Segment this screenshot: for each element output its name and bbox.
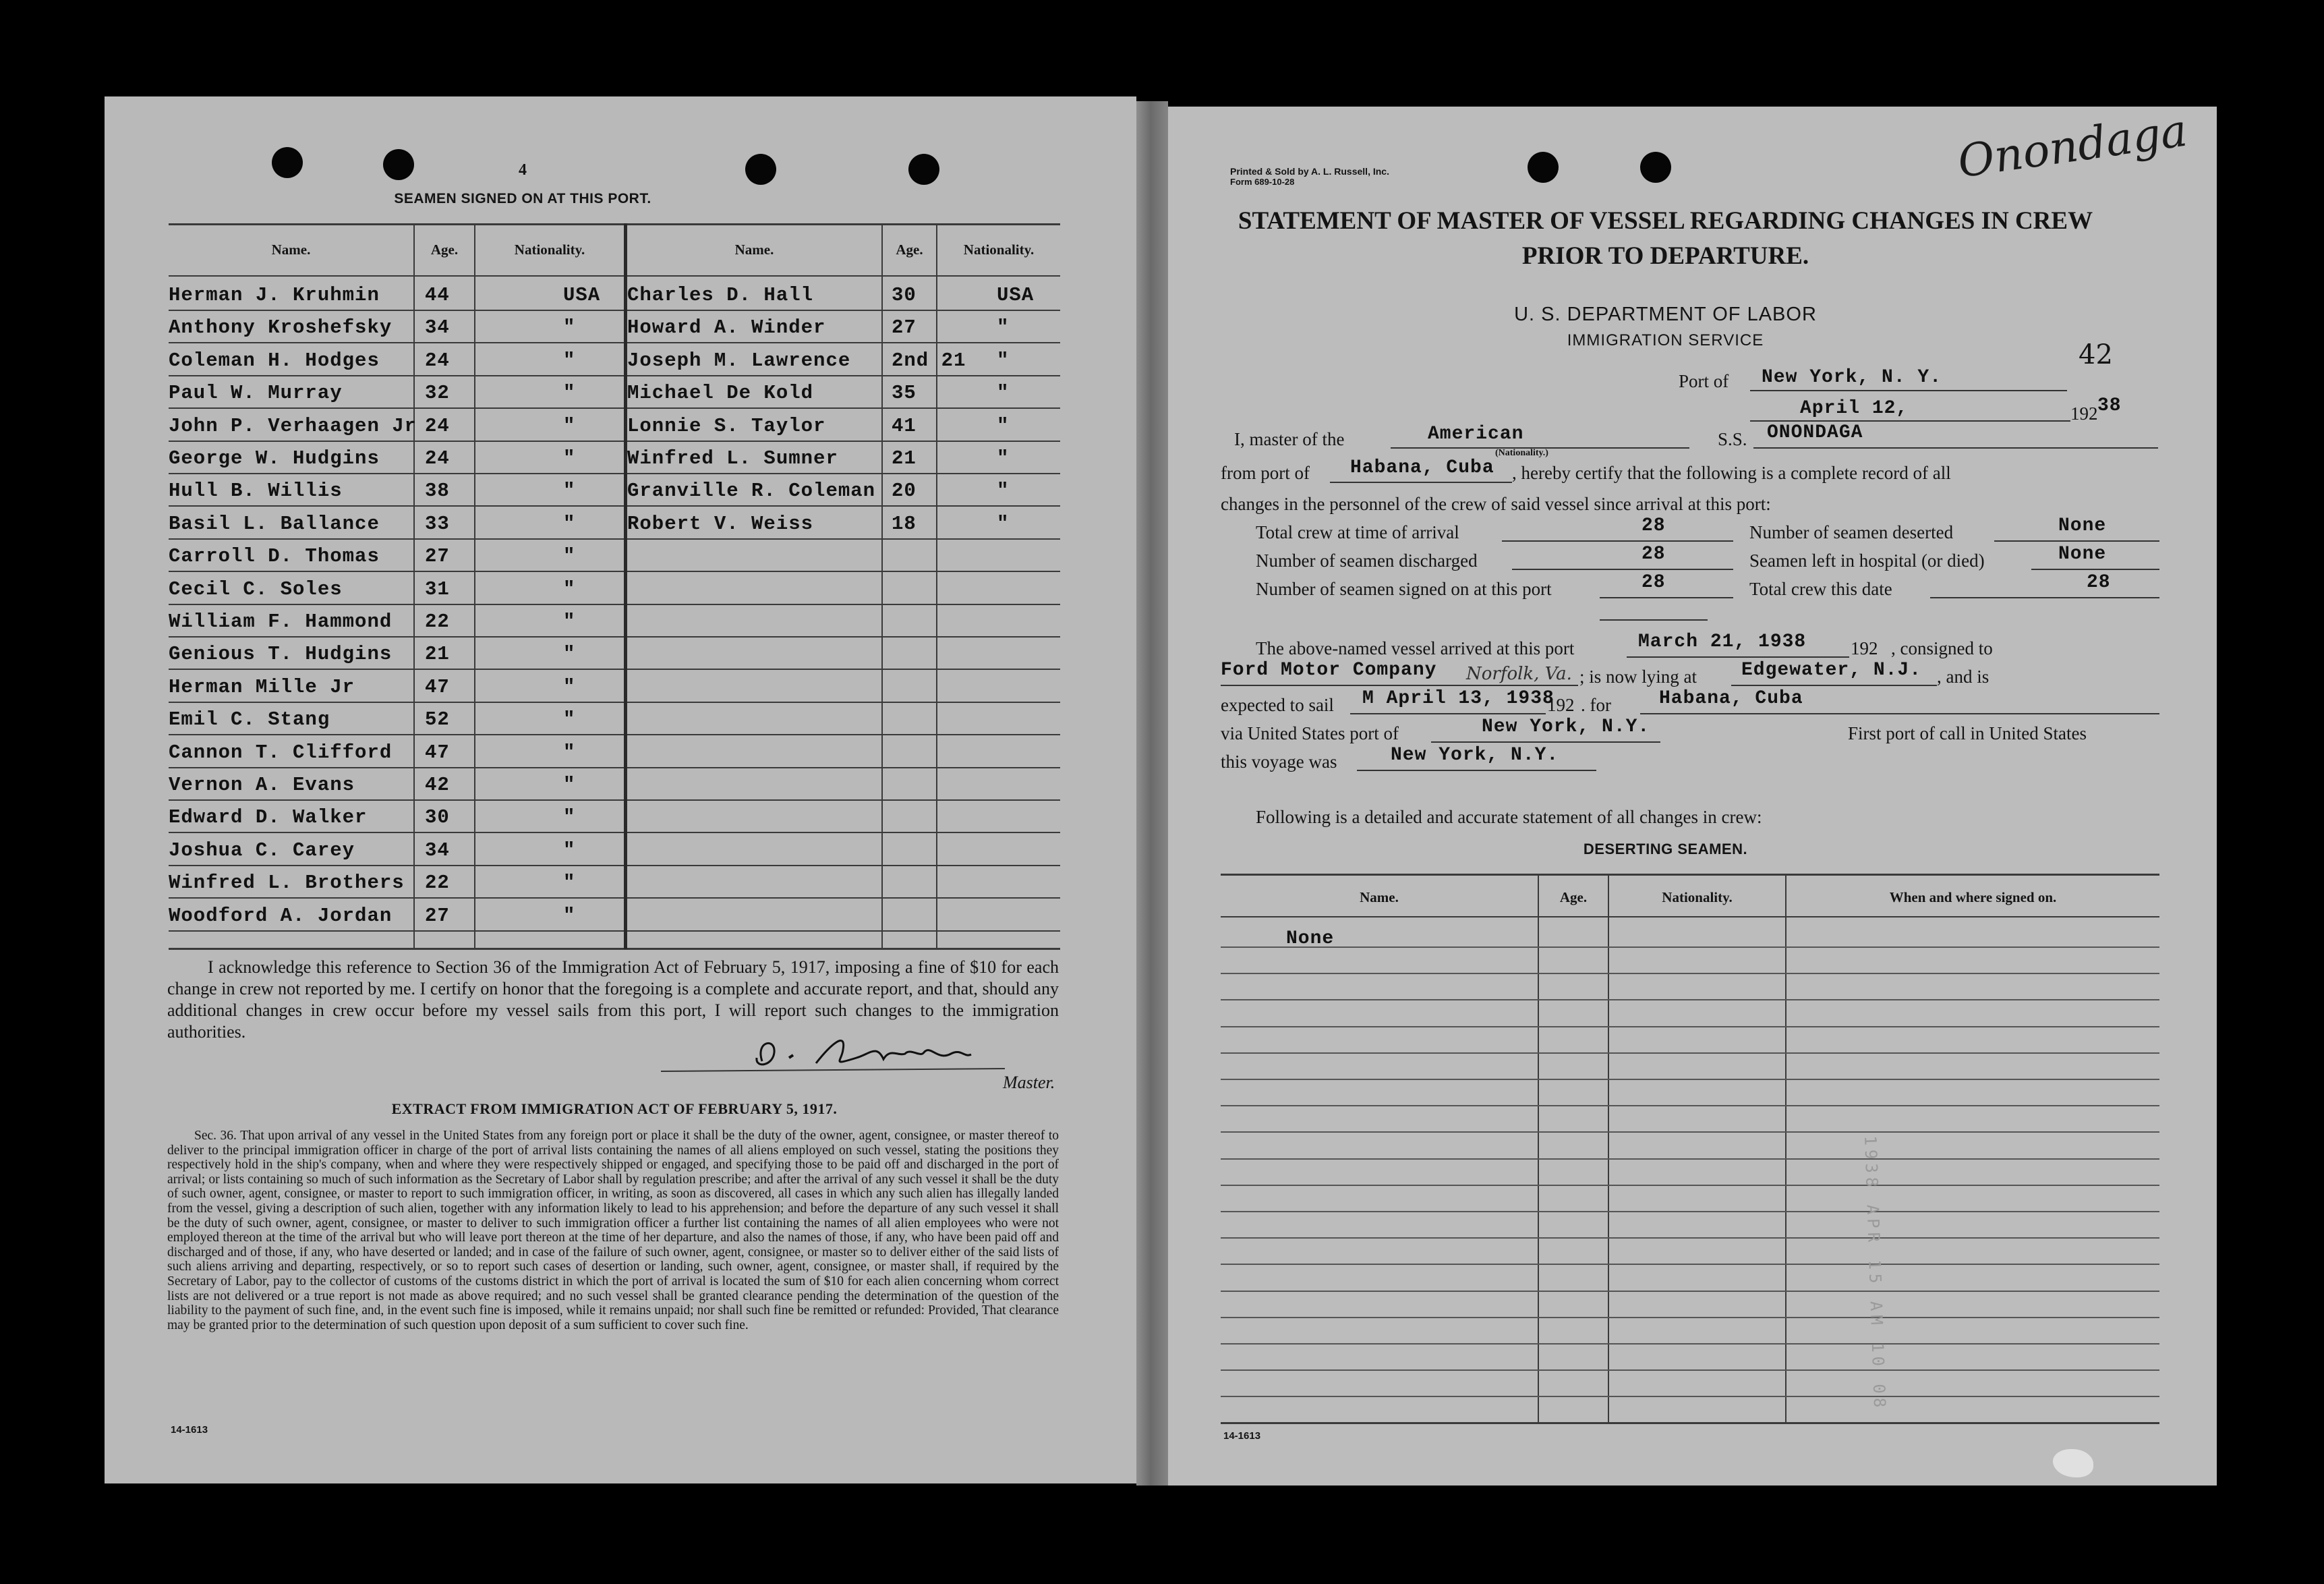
empty-row xyxy=(627,571,1060,605)
printer-credit: Printed & Sold by A. L. Russell, Inc. xyxy=(1230,166,1389,177)
crew-name: George W. Hudgins xyxy=(169,447,380,470)
crew-nat: " xyxy=(997,382,1010,405)
crew-age: 24 xyxy=(425,349,450,372)
nationality-value: American xyxy=(1428,424,1524,445)
empty-row xyxy=(627,898,1060,932)
rule xyxy=(1731,685,1937,686)
rule xyxy=(1512,569,1733,570)
arrived-value: March 21, 1938 xyxy=(1638,631,1807,652)
crew-name: Basil L. Ballance xyxy=(169,512,380,535)
crew-row xyxy=(169,343,624,376)
crew-row xyxy=(169,571,624,605)
service: IMMIGRATION SERVICE xyxy=(1567,331,1764,349)
crew-nat: " xyxy=(997,316,1010,339)
col-header-name: Name. xyxy=(734,242,774,258)
crew-age: 35 xyxy=(892,382,917,405)
arrived-label: The above-named vessel arrived at this port xyxy=(1256,638,1575,658)
form-subtitle: PRIOR TO DEPARTURE. xyxy=(1521,242,1809,270)
col-header-nationality: Nationality. xyxy=(514,242,585,258)
voyage-label: this voyage was xyxy=(1221,752,1337,772)
voyage-value: New York, N.Y. xyxy=(1391,745,1559,766)
crew-age: 32 xyxy=(425,382,450,405)
rule xyxy=(1627,656,1849,658)
crew-nat: " xyxy=(563,447,576,470)
crew-row xyxy=(169,767,624,801)
crew-name: Herman Mille Jr xyxy=(169,675,355,698)
empty-row xyxy=(627,538,1060,572)
crew-name: Anthony Kroshefsky xyxy=(169,316,393,339)
table-row xyxy=(1221,1158,2159,1160)
crew-row xyxy=(627,277,1060,311)
crew-name: Woodford A. Jordan xyxy=(169,904,393,927)
crew-name: Cannon T. Clifford xyxy=(169,741,393,764)
crew-row xyxy=(169,310,624,343)
crew-age: 22 xyxy=(425,872,450,895)
table-header-rule xyxy=(1221,916,2159,917)
port-value: New York, N. Y. xyxy=(1762,367,1942,388)
table-row xyxy=(1221,1052,2159,1054)
crew-name: William F. Hammond xyxy=(169,611,393,633)
crew-age: 2nd 21 xyxy=(892,349,966,372)
ship-name: ONONDAGA xyxy=(1767,422,1863,443)
rule xyxy=(1753,447,2158,449)
crew-nat: " xyxy=(997,349,1010,372)
total-crew-arrival-label: Total crew at time of arrival xyxy=(1256,522,1459,542)
rule xyxy=(1930,597,2159,598)
crew-age: 42 xyxy=(425,774,450,796)
crew-row xyxy=(169,604,624,638)
table-top-rule xyxy=(1221,874,2159,876)
sail-value: M April 13, 1938 xyxy=(1362,688,1555,709)
crew-age: 33 xyxy=(425,512,450,535)
crew-name: Cecil C. Soles xyxy=(169,577,343,600)
lying-label: ; is now lying at xyxy=(1579,667,1697,687)
crew-name: Joseph M. Lawrence xyxy=(627,349,851,372)
crew-age: 30 xyxy=(425,806,450,829)
crew-name: Charles D. Hall xyxy=(627,284,814,306)
page-mark: 42 xyxy=(2079,339,2113,370)
col-divider xyxy=(1785,874,1786,1423)
crew-nat: " xyxy=(563,349,576,372)
crew-nat: " xyxy=(563,382,576,405)
crew-nat: " xyxy=(997,512,1010,535)
crew-age: 31 xyxy=(425,577,450,600)
table-row xyxy=(1221,1237,2159,1239)
crew-age: 18 xyxy=(892,512,917,535)
discharged-value: 28 xyxy=(1642,544,1666,565)
col-header-nationality: Nationality. xyxy=(963,242,1035,258)
discharged-label: Number of seamen discharged xyxy=(1256,550,1478,571)
crew-age: 41 xyxy=(892,414,917,437)
table-row xyxy=(1221,1343,2159,1345)
crew-row xyxy=(627,441,1060,474)
crew-name: Lonnie S. Taylor xyxy=(627,414,826,437)
rule xyxy=(1600,597,1733,598)
rule xyxy=(1750,420,2070,422)
crew-name: Winfred L. Sumner xyxy=(627,447,838,470)
empty-row xyxy=(627,636,1060,670)
empty-row xyxy=(627,865,1060,899)
consigned-label: , consigned to xyxy=(1891,638,1993,658)
col-header-name: Name. xyxy=(1360,889,1399,905)
table-row xyxy=(1221,1026,2159,1027)
crew-nat: " xyxy=(997,447,1010,470)
year-prefix: 192 xyxy=(2070,403,2098,424)
crew-age: 52 xyxy=(425,708,450,731)
consignee-value: Ford Motor Company xyxy=(1221,660,1437,681)
crew-name: Winfred L. Brothers xyxy=(169,872,405,895)
crew-age: 47 xyxy=(425,741,450,764)
crew-nat: " xyxy=(563,872,576,895)
master-label: Master. xyxy=(1003,1073,1055,1092)
crew-nat: USA xyxy=(997,284,1035,306)
rule xyxy=(1431,741,1660,743)
form-number: Form 689-10-28 xyxy=(1230,177,1295,187)
crew-nat: " xyxy=(563,545,576,568)
crew-name: Vernon A. Evans xyxy=(169,774,355,796)
crew-nat: " xyxy=(563,480,576,503)
crew-row xyxy=(627,343,1060,376)
crew-name: Edward D. Walker xyxy=(169,806,368,829)
punch-hole xyxy=(1640,152,1671,183)
table-row xyxy=(1221,1291,2159,1292)
signed-on-value: 28 xyxy=(1642,572,1666,593)
crew-nat: USA xyxy=(563,284,601,306)
crew-name: Robert V. Weiss xyxy=(627,512,814,535)
from-port-label: from port of xyxy=(1221,463,1310,483)
crew-row xyxy=(169,408,624,442)
for-label: . for xyxy=(1581,695,1611,715)
crew-age: 21 xyxy=(892,447,917,470)
empty-row xyxy=(627,735,1060,768)
ss-label: S.S. xyxy=(1718,429,1747,449)
rule xyxy=(1600,619,1708,621)
acknowledgement-text: I acknowledge this reference to Section 36 of the Immigration Act of February 5, 1917, imposing a fine of $10 for each change in crew not reported by me. I certify on honor that the foregoing is a complete and accurate report, and that, should any additional changes in crew occur before my vessel sails from this port, I will report such changes to the immigration authorities. xyxy=(167,957,1059,1042)
crew-name: Paul W. Murray xyxy=(169,382,343,405)
empty-row xyxy=(627,669,1060,703)
crew-age: 21 xyxy=(425,643,450,666)
rule xyxy=(1357,770,1596,771)
left-page xyxy=(105,96,1136,1483)
crew-name: Herman J. Kruhmin xyxy=(169,284,380,306)
crew-name: Hull B. Willis xyxy=(169,480,343,503)
crew-age: 47 xyxy=(425,675,450,698)
extract-body: Sec. 36. That upon arrival of any vessel in the United States from any foreign port or place it shall be the duty of the owner, agent, consignee, or master thereof to deliver to the principal immigration officer in charge of the port of arrival lists containing the names of all aliens employed on such vessel, stating the positions they respectively hold in the ship's company, when and where they were respectively shipped or engaged, and specifying those to be paid off and discharged in the port of arrival; or lists containing so much of such information as the Secretary of Labor shall by regulation prescribe; and after the arrival of any such vessel it shall be the duty of such owner, agent, consignee, or master to report to such immigration officer, in writing, as soon as discovered, all cases in which any such alien has illegally landed from the vessel, giving a description of such alien, together with any information likely to lead to his apprehension; and before the departure of any such vessel it shall be the duty of such owner, agent, consignee, or master to deliver to such immigration officer a further list containing the names of all alien employees who were not employed thereon at the time of the arrival but who will leave port thereon at the time of her departure, and also the names of those, if any, who have been paid off and discharged and of those, if any, who have deserted or landed; and in case of the failure of such owner, agent, consignee, or master so to deliver either of the said lists of such aliens arriving and departing, respectively, or so to report such cases of desertion or landing, such owner, agent, consignee, or master shall, if required by the Secretary of Labor, pay to the collector of customs of the customs district in which the port of arrival is located the sum of $10 for each alien concerning whom correct lists are not delivered or a true report is not made as above required; and no such vessel shall be granted clearance pending the determination of the question of the liability to the payment of such fine, and, in the event such fine is imposed, while it remains unpaid; nor shall such fine be remitted or refunded: Provided, That clearance may be granted prior to the determination of such question upon deposit of a sum sufficient to cover such fine. xyxy=(167,1129,1059,1332)
crew-row xyxy=(169,832,624,866)
hospital-value: None xyxy=(2058,544,2107,565)
form-code: 14-1613 xyxy=(171,1424,208,1436)
col-header-age: Age. xyxy=(896,242,923,258)
crew-nat: " xyxy=(563,708,576,731)
deserting-none-entry: None xyxy=(1286,928,1335,949)
table-row xyxy=(1221,1369,2159,1371)
crew-name: John P. Verhaagen Jr xyxy=(169,414,417,437)
extract-title: EXTRACT FROM IMMIGRATION ACT OF FEBRUARY 5, 1917. xyxy=(391,1100,838,1117)
crew-row xyxy=(169,898,624,932)
rule xyxy=(1994,540,2159,542)
crew-nat: " xyxy=(563,675,576,698)
following-text: Following is a detailed and accurate statement of all changes in crew: xyxy=(1256,807,1762,827)
deserting-title: DESERTING SEAMEN. xyxy=(1583,841,1748,857)
form-code: 14-1613 xyxy=(1223,1430,1261,1442)
table-row xyxy=(1221,1079,2159,1080)
crew-name: Granville R. Coleman xyxy=(627,480,876,503)
deserted-label: Number of seamen deserted xyxy=(1749,522,1954,542)
first-port-label: First port of call in United States xyxy=(1848,723,2087,743)
certify-text: , hereby certify that the following is a complete record of all xyxy=(1512,463,1951,483)
crew-nat: " xyxy=(563,414,576,437)
crew-name: Coleman H. Hodges xyxy=(169,349,380,372)
crew-name: Michael De Kold xyxy=(627,382,814,405)
from-port-value: Habana, Cuba xyxy=(1350,457,1494,478)
crew-row xyxy=(169,538,624,572)
crew-age: 34 xyxy=(425,839,450,861)
deserted-value: None xyxy=(2058,515,2107,536)
department: U. S. DEPARTMENT OF LABOR xyxy=(1514,304,1817,325)
crew-name: Joshua C. Carey xyxy=(169,839,355,861)
crew-row xyxy=(169,277,624,311)
master-signature xyxy=(654,1024,1012,1078)
col-divider xyxy=(1538,874,1539,1423)
crew-row xyxy=(169,669,624,703)
col-divider xyxy=(1608,874,1609,1423)
crew-row xyxy=(627,506,1060,540)
crew-nat: " xyxy=(563,774,576,796)
page-number: 4 xyxy=(519,161,527,179)
crew-age: 34 xyxy=(425,316,450,339)
crew-age: 24 xyxy=(425,447,450,470)
crew-age: 27 xyxy=(892,316,917,339)
crew-nat: " xyxy=(997,414,1010,437)
nationality-caption: (Nationality.) xyxy=(1495,448,1548,458)
crew-age: 22 xyxy=(425,611,450,633)
expected-label: expected to sail xyxy=(1221,695,1334,715)
col-header-signed-on: When and where signed on. xyxy=(1889,889,2057,905)
port-label: Port of xyxy=(1679,371,1729,391)
crew-row xyxy=(627,473,1060,507)
empty-row xyxy=(627,799,1060,833)
master-of-label: I, master of the xyxy=(1234,429,1345,449)
rule xyxy=(1750,390,2067,391)
rule xyxy=(1330,482,1512,483)
col-header-name: Name. xyxy=(271,242,311,258)
via-label: via United States port of xyxy=(1221,723,1399,743)
crew-nat: " xyxy=(563,577,576,600)
rule xyxy=(1640,713,2159,714)
table-row xyxy=(1221,1131,2159,1133)
crew-name: Howard A. Winder xyxy=(627,316,826,339)
table-bottom-rule xyxy=(1221,1422,2159,1424)
and-is-label: , and is xyxy=(1937,667,1989,687)
table-row xyxy=(1221,1264,2159,1265)
crew-age: 30 xyxy=(892,284,917,306)
rule xyxy=(1221,685,1578,686)
year-value: 38 xyxy=(2097,395,2122,416)
crew-name: Genious T. Hudgins xyxy=(169,643,393,666)
hospital-label: Seamen left in hospital (or died) xyxy=(1749,550,1985,571)
rule xyxy=(2031,569,2159,570)
crew-nat: " xyxy=(563,512,576,535)
paper-damage-spot xyxy=(2053,1449,2093,1477)
col-header-age: Age. xyxy=(430,242,459,258)
table-row xyxy=(1221,1185,2159,1186)
total-crew-arrival-value: 28 xyxy=(1642,515,1666,536)
col-header-age: Age. xyxy=(1559,889,1588,905)
lying-value: Edgewater, N.J. xyxy=(1741,660,1922,681)
crew-age: 44 xyxy=(425,284,450,306)
table-row xyxy=(1221,1396,2159,1397)
total-crew-value: 28 xyxy=(2087,572,2111,593)
arrived-year-prefix: 192 xyxy=(1851,638,1878,658)
crew-nat: " xyxy=(563,316,576,339)
rule xyxy=(1350,713,1546,714)
signed-on-label: Number of seamen signed on at this port xyxy=(1256,579,1552,599)
destination-value: Habana, Cuba xyxy=(1659,688,1803,709)
date-stamp: 1938 APR 15 AM 10 08 xyxy=(1861,1135,1890,1412)
crew-age: 20 xyxy=(892,480,917,503)
table-row xyxy=(1221,1211,2159,1212)
crew-row xyxy=(169,506,624,540)
col-header-nationality: Nationality. xyxy=(1662,889,1733,905)
crew-nat: " xyxy=(563,741,576,764)
rule xyxy=(1502,540,1733,542)
table-row xyxy=(1221,946,2159,948)
right-page xyxy=(1168,104,2217,1486)
crew-nat: " xyxy=(563,839,576,861)
section-title: SEAMEN SIGNED ON AT THIS PORT. xyxy=(394,191,651,206)
crew-age: 27 xyxy=(425,545,450,568)
crew-age: 27 xyxy=(425,904,450,927)
form-title: STATEMENT OF MASTER OF VESSEL REGARDING CHANGES IN CREW xyxy=(1238,207,2093,235)
table-row xyxy=(1221,1105,2159,1106)
crew-row xyxy=(169,441,624,474)
crew-row xyxy=(627,375,1060,409)
crew-row xyxy=(627,310,1060,343)
date-value: April 12, xyxy=(1800,398,1909,419)
changes-text: changes in the personnel of the crew of said vessel since arrival at this port: xyxy=(1221,494,1771,514)
crew-row xyxy=(169,735,624,768)
table-row xyxy=(1221,973,2159,974)
crew-row xyxy=(169,865,624,899)
empty-row xyxy=(627,604,1060,638)
crew-nat: " xyxy=(563,643,576,666)
empty-row xyxy=(627,832,1060,866)
crew-row xyxy=(169,636,624,670)
total-crew-label: Total crew this date xyxy=(1749,579,1892,599)
crew-nat: " xyxy=(563,904,576,927)
crew-row xyxy=(169,473,624,507)
crew-nat: " xyxy=(563,611,576,633)
table-row xyxy=(1221,999,2159,1000)
table-top-rule xyxy=(169,223,1060,225)
table-bottom-rule xyxy=(169,948,1060,950)
empty-row xyxy=(627,767,1060,801)
table-row xyxy=(1221,1317,2159,1318)
via-value: New York, N.Y. xyxy=(1482,716,1650,737)
table-header-rule xyxy=(169,275,1060,277)
handwritten-vessel-name: Onondaga xyxy=(1954,104,2190,188)
crew-row xyxy=(627,408,1060,442)
sail-year-prefix: 192 xyxy=(1547,695,1575,715)
crew-row xyxy=(169,799,624,833)
crew-name: Emil C. Stang xyxy=(169,708,330,731)
empty-row xyxy=(627,702,1060,735)
crew-name: Carroll D. Thomas xyxy=(169,545,380,568)
crew-age: 38 xyxy=(425,480,450,503)
punch-hole xyxy=(1528,152,1559,183)
crew-age: 24 xyxy=(425,414,450,437)
crew-nat: " xyxy=(563,806,576,829)
crew-row xyxy=(169,702,624,735)
consignee-handwritten: Norfolk, Va. xyxy=(1466,664,1572,684)
crew-nat: " xyxy=(997,480,1010,503)
crew-row xyxy=(169,375,624,409)
